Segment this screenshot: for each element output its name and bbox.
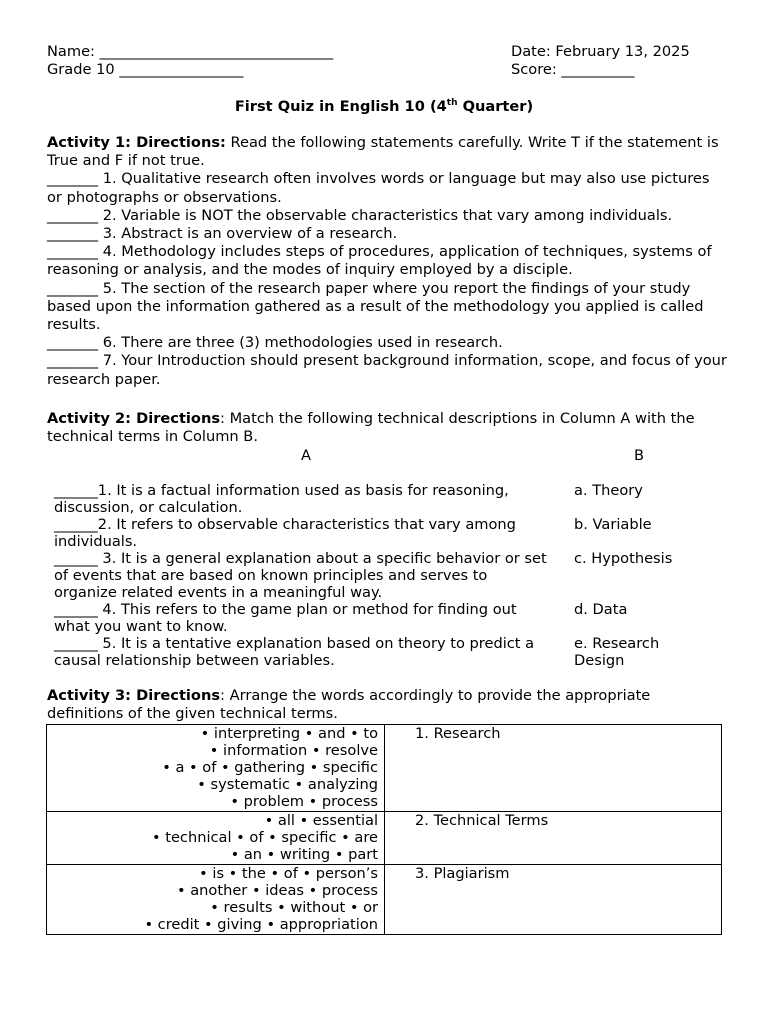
title-tail: Quarter) <box>457 98 534 115</box>
grade-field-label: Grade 10 _________________ <box>47 61 244 78</box>
word-line: • interpreting • and • to <box>200 725 378 742</box>
activity-3-directions <box>47 687 727 723</box>
column-b-item-e: e. Research Design <box>574 635 660 669</box>
activity-1-directions <box>47 134 727 170</box>
column-a-item-3: ______ 3. It is a general explanation about a specific behavior or set of events that are based on known principles and serves to organize related events in a meaningful way. <box>54 550 547 601</box>
column-a-header: A <box>301 447 311 464</box>
word-line: • credit • giving • appropriation <box>144 916 378 933</box>
arrange-words-table <box>46 724 722 935</box>
table-row <box>47 725 722 812</box>
word-bank-cell <box>47 812 385 865</box>
word-line: • information • resolve <box>209 742 378 759</box>
name-field-label: Name: ________________________________ <box>47 43 334 60</box>
page-title <box>0 98 768 116</box>
activity-1-heading: Activity 1: Directions: <box>47 134 226 151</box>
tf-item-2: _______ 2. Variable is NOT the observable characteristics that vary among individuals. <box>47 206 673 224</box>
column-b-item-b: b. Variable <box>574 516 652 533</box>
word-line: • is • the • of • person’s <box>199 865 378 882</box>
tf-item-6: _______ 6. There are three (3) methodologies used in research. <box>47 334 503 352</box>
word-line: • a • of • gathering • specific <box>162 759 378 776</box>
term-cell: 2. Technical Terms <box>385 812 722 865</box>
column-b-item-a: a. Theory <box>574 482 643 499</box>
tf-item-4: _______ 4. Methodology includes steps of procedures, application of techniques, systems of reasoning or analysis, and the modes of inquiry employed by a disciple. <box>47 243 712 279</box>
word-line: • an • writing • part <box>230 846 378 863</box>
activity-2-directions <box>47 410 727 446</box>
activity-1-directions-text: Read the following statements carefully. Write T if the statement is True and F if not true. <box>47 134 719 170</box>
term-cell: 3. Plagiarism <box>385 865 722 935</box>
activity-1 <box>47 134 727 389</box>
title-text: First Quiz in English 10 (4 <box>234 98 447 115</box>
column-a-item-1: ______1. It is a factual information used as basis for reasoning, discussion, or calculation. <box>54 482 509 516</box>
term-cell: 1. Research <box>385 725 722 812</box>
word-line: • technical • of • specific • are <box>151 829 378 846</box>
title-superscript: th <box>446 98 458 109</box>
score-field-label: Score: __________ <box>511 61 635 78</box>
activity-3-heading: Activity 3: Directions <box>47 687 221 704</box>
word-line: • another • ideas • process <box>176 882 378 899</box>
table-row <box>47 812 722 865</box>
word-line: • results • without • or <box>210 899 378 916</box>
word-bank-cell <box>47 725 385 812</box>
word-bank-cell <box>47 865 385 935</box>
word-line: • systematic • analyzing <box>197 776 378 793</box>
table-row <box>47 865 722 935</box>
column-a-item-4: ______ 4. This refers to the game plan or method for finding out what you want to know. <box>54 601 517 635</box>
column-a-item-5: ______ 5. It is a tentative explanation based on theory to predict a causal relationship between variables. <box>54 635 535 669</box>
tf-item-1: _______ 1. Qualitative research often involves words or language but may also use pictures or photographs or observations. <box>47 170 710 206</box>
column-a-item-2: ______2. It refers to observable characteristics that vary among individuals. <box>54 516 516 550</box>
tf-item-3: _______ 3. Abstract is an overview of a research. <box>47 225 398 243</box>
activity-2-heading: Activity 2: Directions <box>47 410 221 427</box>
column-b-header: B <box>634 447 645 464</box>
date-label: Date: February 13, 2025 <box>511 43 690 60</box>
tf-item-5: _______ 5. The section of the research paper where you report the findings of your study based upon the information gathered as a result of the methodology you applied is called results. <box>47 279 704 334</box>
activity-3-directions-text: : Arrange the words accordingly to provide the appropriate definitions of the given technical terms. <box>47 687 651 723</box>
column-b-item-c: c. Hypothesis <box>574 550 673 567</box>
word-line: • problem • process <box>230 793 378 810</box>
column-b-item-d: d. Data <box>574 601 628 618</box>
word-line: • all • essential <box>264 812 378 829</box>
tf-item-7: _______ 7. Your Introduction should present background information, scope, and focus of your research paper. <box>47 352 727 388</box>
activity-2-directions-text: : Match the following technical descriptions in Column A with the technical terms in Column B. <box>47 410 695 446</box>
